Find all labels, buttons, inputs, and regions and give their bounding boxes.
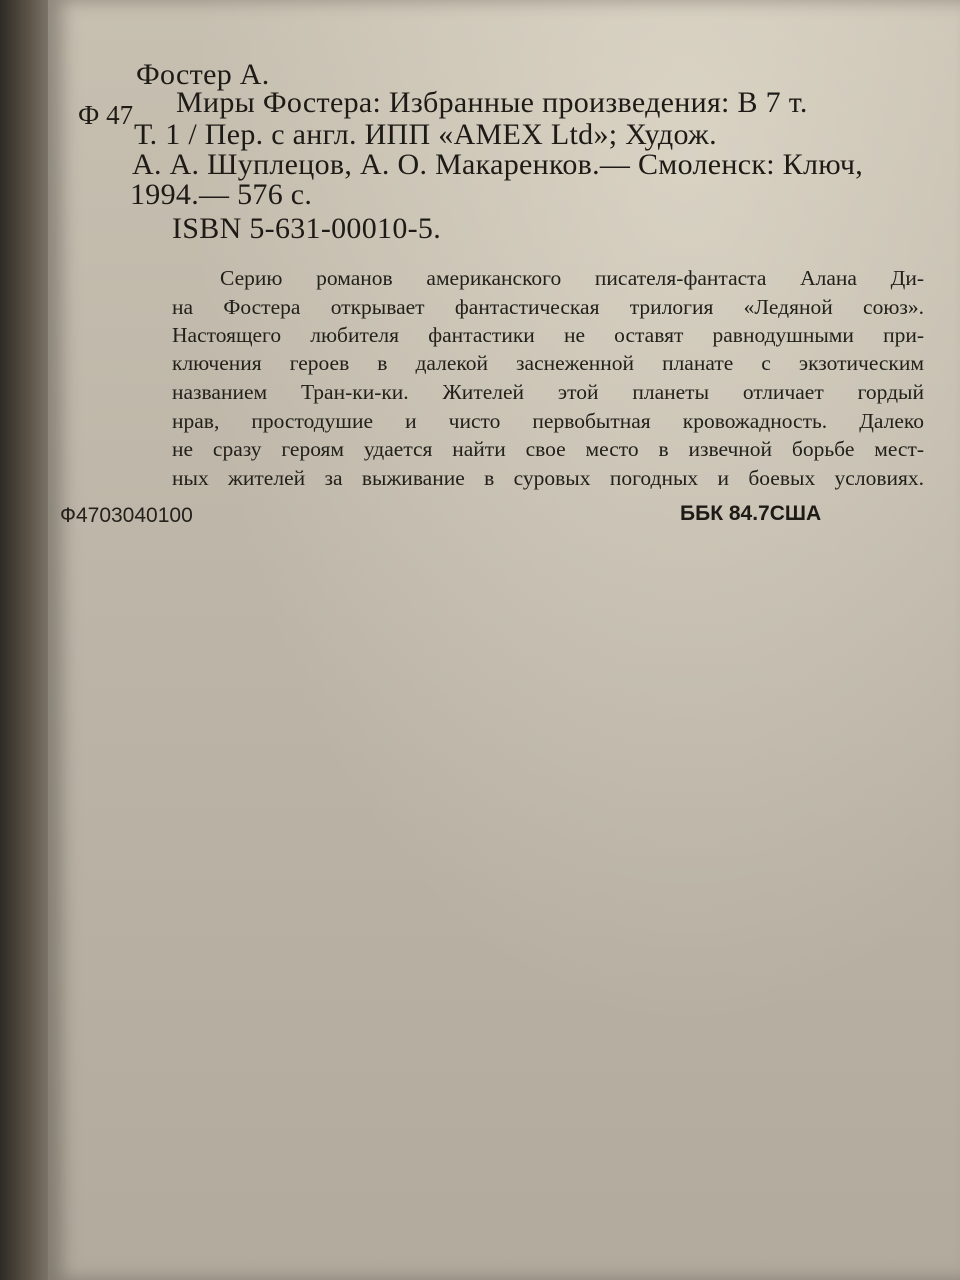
isbn: ISBN 5-631-00010-5. xyxy=(172,212,442,245)
bbk-code: ББК 84.7США xyxy=(680,502,822,525)
abstract-line-4: ключения героев в далекой заснеженной планате с экзотическим xyxy=(172,351,924,375)
book-page xyxy=(48,0,960,1280)
classification-code: Ф4703040100 xyxy=(60,504,193,527)
author-name: Фостер А. xyxy=(136,58,270,91)
bibliographic-line-4: 1994.— 576 с. xyxy=(130,178,313,211)
abstract-line-7: не сразу героям удается найти свое место в извечной борьбе мест- xyxy=(172,437,924,461)
abstract-line-8: ных жителей за выживание в суровых погодных и боевых условиях. xyxy=(172,466,924,490)
bibliographic-line-2: Т. 1 / Пер. с англ. ИПП «АМЕХ Ltd»; Худож. xyxy=(134,118,717,151)
abstract-line-5: названием Тран-ки-ки. Жителей этой планеты отличает гордый xyxy=(172,380,924,404)
abstract-line-3: Настоящего любителя фантастики не оставят равнодушными при- xyxy=(172,323,924,347)
bibliographic-line-1: Миры Фостера: Избранные произведения: В 7 т. xyxy=(176,86,808,119)
bibliographic-line-3: А. А. Шуплецов, А. О. Макаренков.— Смоленск: Ключ, xyxy=(132,148,864,181)
abstract-line-1: Серию романов американского писателя-фантаста Алана Ди- xyxy=(220,266,924,290)
margin-code: Ф 47 xyxy=(78,100,134,130)
abstract-line-6: нрав, простодушие и чисто первобытная кровожадность. Далеко xyxy=(172,409,924,433)
abstract-line-2: на Фостера открывает фантастическая трилогия «Ледяной союз». xyxy=(172,295,924,319)
